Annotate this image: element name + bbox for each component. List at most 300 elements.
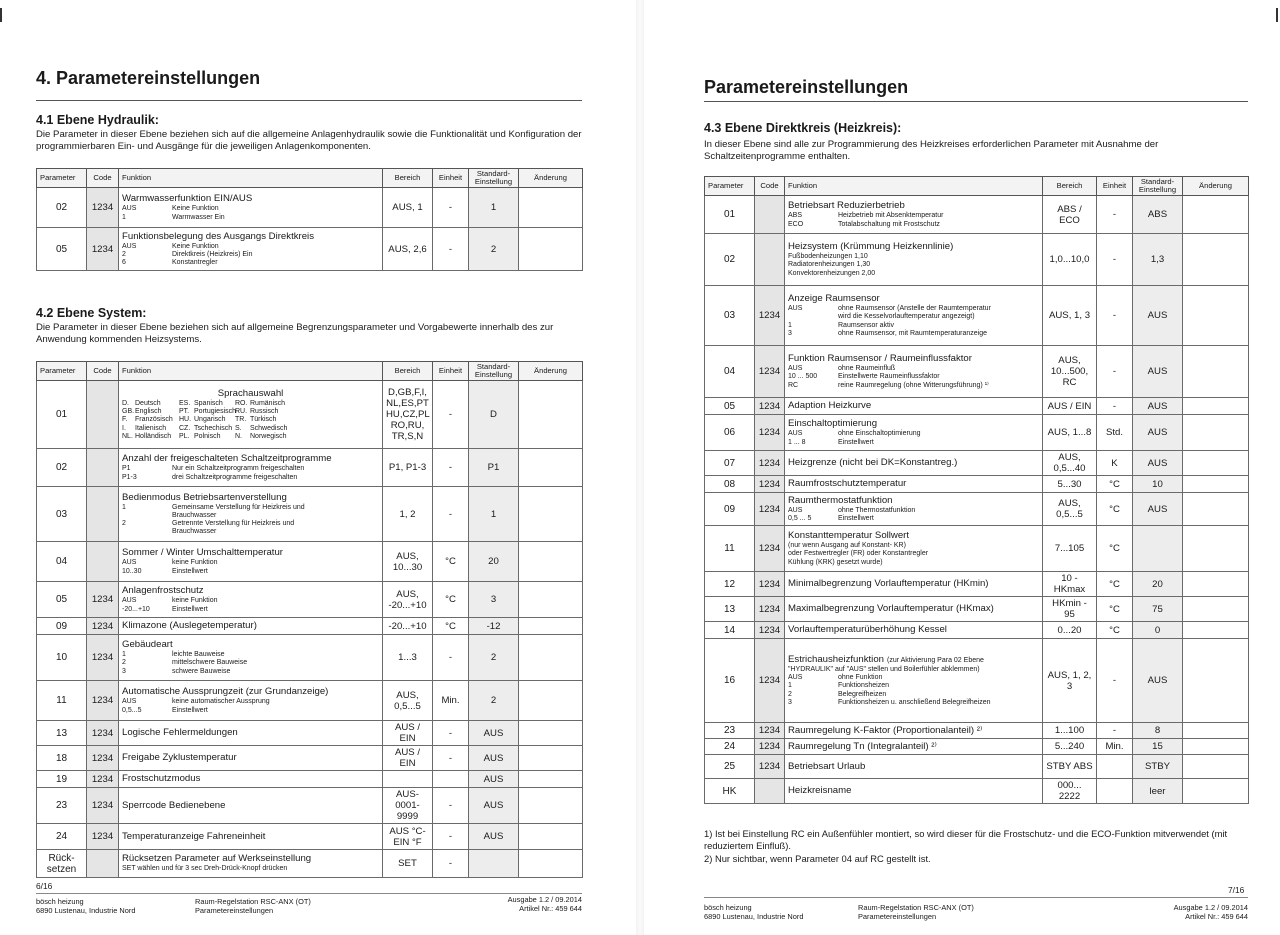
range-value: AUS / EIN (383, 746, 433, 771)
option-key: 2 (122, 250, 126, 258)
footer-company: bösch heizung 6890 Lustenau, Industrie Nord (36, 897, 136, 915)
function-cell (119, 228, 383, 271)
default-value: 2 (469, 228, 519, 271)
option-key: RC (788, 381, 799, 389)
function-subline: Radiatorenheizungen 1,30 (788, 261, 871, 269)
option-desc: Konstantregler (172, 259, 218, 267)
option-key: 10 ... 500 (788, 373, 818, 381)
option-list (788, 430, 1039, 446)
language-entry: F. (122, 416, 128, 424)
access-code: 1234 (87, 771, 119, 788)
footer-product: Raum-Regelstation RSC-ANX (OT) Parametereinstellungen (195, 897, 311, 915)
language-entry: Holländisch (135, 432, 172, 440)
range-value: 7...105 (1043, 526, 1097, 572)
option-desc: Getrennte Verstellung für Heizkreis und (172, 520, 295, 527)
function-cell (785, 451, 1043, 476)
change-cell (1183, 415, 1249, 451)
unit-value: - (433, 381, 469, 449)
table-row (705, 639, 1249, 723)
table-row (37, 542, 583, 582)
access-code: 1234 (755, 755, 785, 779)
function-cell (785, 779, 1043, 804)
change-cell (1183, 755, 1249, 779)
option-desc: Einstellwert (172, 706, 208, 714)
header-aenderung: Änderung (519, 169, 583, 188)
change-cell (519, 771, 583, 788)
default-value: AUS (1133, 346, 1183, 398)
option-list (122, 504, 379, 537)
access-code: 1234 (87, 582, 119, 618)
option-key: 6 (122, 259, 126, 267)
table-row (37, 746, 583, 771)
function-cell (119, 824, 383, 850)
range-value: 5...240 (1043, 739, 1097, 755)
unit-value: - (433, 188, 469, 228)
table-header (37, 362, 583, 381)
option-desc: schwere Bauweise (172, 667, 231, 675)
function-title (788, 530, 1039, 542)
table-row (37, 771, 583, 788)
access-code: 1234 (755, 622, 785, 639)
function-title-text: Rücksetzen Parameter auf Werkseinstellung (122, 853, 312, 865)
table-header (705, 177, 1249, 196)
unit-value: - (1097, 398, 1133, 415)
default-value (1133, 526, 1183, 572)
function-title-text: Raumthermostatfunktion (788, 494, 893, 506)
param-number: 02 (705, 234, 755, 286)
language-entry: Türkisch (250, 416, 277, 424)
change-cell (519, 188, 583, 228)
param-number: 14 (705, 622, 755, 639)
option-key: 1 (788, 682, 792, 690)
option-desc: Brauchwasser (172, 528, 217, 536)
function-title-text: Heizgrenze (nicht bei DK=Konstantreg.) (788, 457, 958, 468)
function-cell (785, 415, 1043, 451)
language-entry: Russisch (250, 408, 279, 416)
range-value: 1...100 (1043, 723, 1097, 739)
default-value: 20 (1133, 572, 1183, 597)
access-code: 1234 (87, 824, 119, 850)
function-cell (119, 542, 383, 582)
default-value (469, 850, 519, 878)
change-cell (519, 582, 583, 618)
change-cell (519, 449, 583, 487)
option-key: ABS (788, 212, 803, 220)
table-row (705, 739, 1249, 755)
option-key: P1 (122, 465, 131, 473)
access-code: 1234 (87, 188, 119, 228)
access-code (755, 196, 785, 234)
option-desc: keine Funktion (172, 597, 218, 605)
function-cell (119, 746, 383, 771)
access-code: 1234 (755, 415, 785, 451)
change-cell (1183, 234, 1249, 286)
function-cell (785, 622, 1043, 639)
default-value: AUS (469, 721, 519, 746)
function-cell (119, 487, 383, 542)
table-row (705, 572, 1249, 597)
access-code: 1234 (87, 681, 119, 721)
option-key: 1 (122, 213, 126, 221)
function-title (122, 686, 379, 698)
table-header (37, 169, 583, 188)
unit-value: Min. (433, 681, 469, 721)
language-entry: RO. (235, 399, 248, 407)
function-title (122, 388, 379, 400)
language-entry: CZ. (179, 424, 191, 432)
section-title-system: 4.2 Ebene System: (36, 306, 147, 320)
access-code: 1234 (87, 618, 119, 635)
function-title-text: Raumregelung Tn (Integralanteil) ²⁾ (788, 740, 937, 752)
option-key (122, 512, 172, 520)
option-list (122, 243, 379, 268)
function-title (122, 547, 379, 559)
change-cell (1183, 572, 1249, 597)
table-row (37, 188, 583, 228)
change-cell (1183, 398, 1249, 415)
change-cell (519, 618, 583, 635)
access-code: 1234 (755, 398, 785, 415)
table-row (37, 824, 583, 850)
header-bereich: Bereich (1043, 177, 1097, 196)
table-row (705, 398, 1249, 415)
footer-rule (704, 897, 1248, 898)
default-value: AUS (469, 788, 519, 824)
access-code: 1234 (87, 635, 119, 681)
header-code: Code (87, 362, 119, 381)
access-code (87, 381, 119, 449)
section-intro-hydraulik: Die Parameter in dieser Ebene beziehen sich auf die allgemeine Anlagenhydraulik sowie die Funktionalität und Konfiguration der programmierbaren Ein- und Ausgänge für die jeweiligen Anlagenkomponenten. (36, 129, 582, 152)
function-title (788, 418, 1039, 430)
function-title-text: Sommer / Winter Umschalttemperatur (122, 547, 283, 559)
function-title-text: Betriebsart Urlaub (788, 760, 866, 772)
unit-value: °C (433, 618, 469, 635)
default-value: AUS (469, 771, 519, 788)
option-key: -20...+10 (122, 605, 150, 613)
access-code: 1234 (755, 526, 785, 572)
function-cell (785, 493, 1043, 526)
range-value: D,GB,F,I, NL,ES,PT HU,CZ,PL RO,RU, TR,S,N (383, 381, 433, 449)
function-cell (119, 582, 383, 618)
footer-edition: Ausgabe 1.2 / 09.2014 Artikel Nr.: 459 644 (1173, 903, 1248, 921)
section-intro-system: Die Parameter in dieser Ebene beziehen sich auf allgemeine Begrenzungsparameter und Vorgabewerte innerhalb des zur Anwendung kommenden Heizsystems. (36, 322, 554, 345)
function-title (788, 624, 1039, 636)
default-value: 1 (469, 188, 519, 228)
default-value: STBY (1133, 755, 1183, 779)
unit-value: - (1097, 286, 1133, 346)
unit-value: °C (1097, 476, 1133, 493)
default-value: 8 (1133, 723, 1183, 739)
language-entry: Englisch (135, 408, 162, 416)
change-cell (1183, 639, 1249, 723)
param-number: 09 (705, 493, 755, 526)
param-number: 08 (705, 476, 755, 493)
function-title (122, 639, 379, 651)
function-title (122, 620, 379, 632)
default-value: P1 (469, 449, 519, 487)
param-number: 02 (37, 188, 87, 228)
function-title-text: Heizsystem (Krümmung Heizkennlinie) (788, 241, 954, 253)
option-desc: Warmwasser Ein (172, 213, 225, 221)
param-number: 13 (37, 721, 87, 746)
option-key: ECO (788, 220, 804, 228)
unit-value: - (433, 721, 469, 746)
option-desc: Raumsensor aktiv (838, 321, 895, 329)
function-title-text: Logische Fehlermeldungen (122, 727, 238, 738)
range-value: AUS, 1, 2, 3 (1043, 639, 1097, 723)
default-value: AUS (1133, 639, 1183, 723)
option-desc: Gemeinsame Verstellung für Heizkreis und (172, 503, 305, 511)
footer-rule (36, 893, 582, 894)
option-desc: Einstellwert (172, 605, 208, 613)
option-key: AUS (122, 242, 137, 250)
function-cell (119, 449, 383, 487)
param-number: 23 (705, 723, 755, 739)
header-standard: Standard- Einstellung (469, 362, 519, 381)
option-key: 3 (788, 698, 792, 706)
unit-value: - (433, 788, 469, 824)
change-cell (519, 381, 583, 449)
change-cell (519, 824, 583, 850)
title-rule (704, 101, 1248, 102)
footer-product: Raum-Regelstation RSC-ANX (OT) Parametereinstellungen (858, 903, 974, 921)
range-value (383, 771, 433, 788)
unit-value: °C (1097, 493, 1133, 526)
param-number: 03 (705, 286, 755, 346)
function-title (788, 785, 1039, 797)
language-entry: Spanisch (194, 399, 223, 407)
language-entry: S. (235, 424, 242, 432)
function-cell (119, 788, 383, 824)
header-code: Code (755, 177, 785, 196)
option-desc: Direktkreis (Heizkreis) Ein (172, 250, 253, 258)
table-row (37, 582, 583, 618)
option-key: AUS (122, 698, 137, 706)
function-title-text: Funktion Raumsensor / Raumeinflussfaktor (788, 353, 972, 365)
option-desc: keine automatischer Aussprung (172, 698, 270, 706)
range-value: AUS, -20...+10 (383, 582, 433, 618)
change-cell (519, 542, 583, 582)
change-cell (519, 721, 583, 746)
function-subline: Fußbodenheizungen 1,10 (788, 253, 868, 261)
function-title (122, 800, 379, 812)
function-title (122, 453, 379, 465)
param-number: 11 (705, 526, 755, 572)
unit-value: - (433, 746, 469, 771)
range-value: AUS / EIN (1043, 398, 1097, 415)
range-value: AUS, 1 (383, 188, 433, 228)
language-entry: D. (122, 399, 129, 407)
function-cell (785, 398, 1043, 415)
function-title (788, 603, 1039, 615)
function-title (122, 831, 379, 843)
change-cell (519, 788, 583, 824)
function-subline: Konvektorenheizungen 2,00 (788, 269, 876, 277)
header-standard: Standard- Einstellung (469, 169, 519, 188)
range-value: -20...+10 (383, 618, 433, 635)
param-number: 05 (37, 582, 87, 618)
table-row (37, 788, 583, 824)
option-desc: Funktionsheizen u. anschließend Belegreifheizen (838, 698, 991, 706)
default-value: 75 (1133, 597, 1183, 622)
access-code: 1234 (87, 788, 119, 824)
function-cell (119, 618, 383, 635)
access-code: 1234 (755, 451, 785, 476)
access-code: 1234 (755, 723, 785, 739)
function-title-text: Automatische Aussprungzeit (zur Grundanzeige) (122, 686, 329, 698)
function-title (788, 578, 1039, 590)
access-code: 1234 (87, 746, 119, 771)
option-desc: Brauchwasser (172, 511, 217, 519)
option-list (788, 365, 1039, 390)
range-value: 10 - HKmax (1043, 572, 1097, 597)
table-row (705, 597, 1249, 622)
change-cell (1183, 346, 1249, 398)
table-row (37, 635, 583, 681)
param-number: Rück- setzen (37, 850, 87, 878)
range-value: 1...3 (383, 635, 433, 681)
language-list (122, 400, 379, 441)
unit-value: Min. (1097, 739, 1133, 755)
param-number: 09 (37, 618, 87, 635)
option-list (122, 698, 379, 714)
function-subline: Kühlung (KRK) gesetzt wurde) (788, 558, 883, 566)
access-code (87, 487, 119, 542)
default-value: AUS (469, 824, 519, 850)
table-hydraulik (36, 168, 583, 271)
option-list (788, 212, 1039, 228)
default-value: AUS (1133, 493, 1183, 526)
function-cell (785, 597, 1043, 622)
range-value: AUS, 1, 3 (1043, 286, 1097, 346)
function-cell (785, 755, 1043, 779)
default-value: 20 (469, 542, 519, 582)
language-entry: NL. (122, 432, 133, 440)
range-value: 1, 2 (383, 487, 433, 542)
option-desc: ohne Einschaltoptimierung (838, 430, 921, 438)
unit-value: °C (1097, 597, 1133, 622)
function-title-text: Minimalbegrenzung Vorlauftemperatur (HKmin) (788, 578, 989, 589)
table-row (37, 228, 583, 271)
access-code (755, 234, 785, 286)
table-system (36, 361, 583, 878)
language-entry: TR. (235, 416, 247, 424)
range-value: 5...30 (1043, 476, 1097, 493)
function-cell (785, 639, 1043, 723)
range-value: AUS, 0,5...5 (1043, 493, 1097, 526)
param-number: HK (705, 779, 755, 804)
language-entry: Portugiesisch (194, 408, 237, 416)
header-aenderung: Änderung (519, 362, 583, 381)
function-title-text: Sprachauswahl (217, 387, 284, 399)
table-row (705, 346, 1249, 398)
option-key: 2 (122, 659, 126, 667)
default-value: 15 (1133, 739, 1183, 755)
function-title-text: Freigabe Zyklustemperatur (122, 752, 237, 763)
function-title-text: Raumregelung K-Faktor (Proportionalanteil) ²⁾ (788, 724, 983, 736)
header-funktion: Funktion (785, 177, 1043, 196)
header-parameter: Parameter (37, 169, 87, 188)
change-cell (519, 635, 583, 681)
param-number: 02 (37, 449, 87, 487)
function-title-text: Gebäudeart (122, 639, 173, 651)
function-title (788, 241, 1039, 253)
change-cell (1183, 739, 1249, 755)
range-value: AUS- 0001-9999 (383, 788, 433, 824)
function-cell (119, 188, 383, 228)
function-title (788, 200, 1039, 212)
unit-value: - (1097, 639, 1133, 723)
option-desc: Heizbetrieb mit Absenktemperatur (838, 212, 944, 220)
unit-value: - (1097, 723, 1133, 739)
option-key: AUS (122, 205, 137, 213)
default-value: AUS (1133, 451, 1183, 476)
option-key: 2 (122, 520, 126, 527)
change-cell (519, 681, 583, 721)
default-value: AUS (1133, 415, 1183, 451)
language-entry: I. (122, 424, 126, 432)
unit-value: - (1097, 234, 1133, 286)
header-parameter: Parameter (705, 177, 755, 196)
param-number: 03 (37, 487, 87, 542)
table-direktkreis (704, 176, 1249, 804)
option-list (122, 559, 379, 575)
option-key (788, 313, 838, 321)
table-row (37, 487, 583, 542)
function-title-text: Heizkreisname (788, 785, 852, 796)
function-title (788, 457, 1039, 469)
option-desc: Totalabschaltung mit Frostschutz (838, 220, 940, 228)
function-title (122, 585, 379, 597)
change-cell (519, 487, 583, 542)
chapter-title: Parametereinstellungen (704, 77, 909, 97)
section-title-direktkreis: 4.3 Ebene Direktkreis (Heizkreis): (704, 121, 902, 135)
range-value: STBY ABS (1043, 755, 1097, 779)
function-title-text: Maximalbegrenzung Vorlauftemperatur (HKmax) (788, 603, 994, 614)
unit-value: Std. (1097, 415, 1133, 451)
header-parameter: Parameter (37, 362, 87, 381)
default-value: leer (1133, 779, 1183, 804)
option-desc: Einstellwerte Raumeinflussfaktor (838, 373, 940, 381)
option-list (122, 597, 379, 613)
function-title-text: Raumfrostschutztemperatur (788, 478, 907, 489)
option-key: AUS (788, 674, 803, 682)
table-row (705, 415, 1249, 451)
option-list (122, 205, 379, 221)
table-row (705, 451, 1249, 476)
option-desc: ohne Raumsensor (Anstelle der Raumtemperatur (838, 305, 991, 313)
access-code: 1234 (755, 597, 785, 622)
range-value: 0...20 (1043, 622, 1097, 639)
function-title-text: Anlagenfrostschutz (122, 585, 204, 597)
param-number: 24 (705, 739, 755, 755)
language-entry: Polnisch (194, 432, 221, 440)
change-cell (519, 228, 583, 271)
footnote-2: 2) Nur sichtbar, wenn Parameter 04 auf RC gestellt ist. (704, 853, 931, 864)
option-desc: ohne Funktion (838, 674, 883, 682)
table-row (705, 196, 1249, 234)
access-code: 1234 (755, 493, 785, 526)
default-value: D (469, 381, 519, 449)
default-value: AUS (1133, 398, 1183, 415)
access-code: 1234 (755, 572, 785, 597)
unit-value: - (1097, 346, 1133, 398)
table-row (705, 723, 1249, 739)
unit-value: - (1097, 196, 1133, 234)
language-entry: Deutsch (135, 399, 161, 407)
function-cell (785, 234, 1043, 286)
function-cell (785, 346, 1043, 398)
